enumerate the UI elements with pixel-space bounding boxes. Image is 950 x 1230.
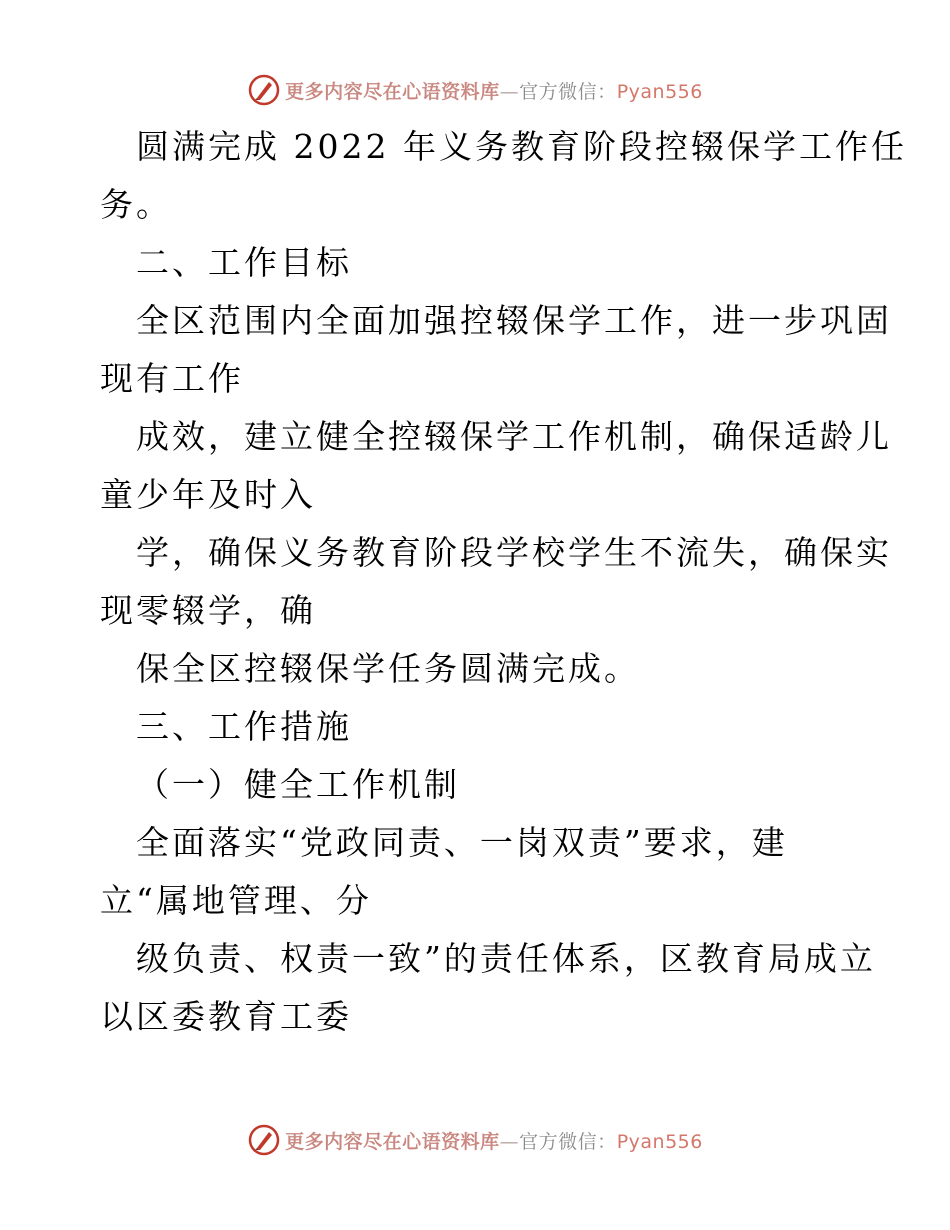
paragraph-line: 务。 xyxy=(100,185,172,224)
paragraph-line: 保全区控辍保学任务圆满完成。 xyxy=(136,649,640,688)
paragraph-line: （一）健全工作机制 xyxy=(136,765,460,804)
watermark-wechat-label: 官方微信： xyxy=(519,80,617,103)
paragraph-line: 立“属地管理、分 xyxy=(100,881,372,920)
header-watermark xyxy=(0,70,950,110)
document-body xyxy=(100,118,907,1046)
paragraph-line: 三、工作措施 xyxy=(136,707,352,746)
paragraph-line: 级负责、权责一致”的责任体系，区教育局成立 xyxy=(136,939,876,978)
watermark-brand: 更多内容尽在心语资料库 xyxy=(285,80,500,103)
watermark-wechat-label: 官方微信： xyxy=(519,1130,617,1153)
paragraph-line: 全面落实“党政同责、一岗双责”要求，建 xyxy=(136,823,788,862)
footer-watermark xyxy=(0,1120,950,1160)
paragraph-line: 圆满完成 2022 年义务教育阶段控辍保学工作任 xyxy=(136,127,907,166)
paragraph-line: 学，确保义务教育阶段学校学生不流失，确保实 xyxy=(136,533,892,572)
watermark-separator: — xyxy=(499,80,520,103)
paragraph-line: 童少年及时入 xyxy=(100,475,316,514)
paragraph-line: 现有工作 xyxy=(100,359,244,398)
watermark-wechat-id: Pyan556 xyxy=(616,80,703,103)
paragraph-line: 以区委教育工委 xyxy=(100,997,352,1036)
watermark-text xyxy=(285,77,703,104)
paragraph-line: 全区范围内全面加强控辍保学工作，进一步巩固 xyxy=(136,301,892,340)
paragraph-line: 现零辍学，确 xyxy=(100,591,316,630)
paragraph-line: 二、工作目标 xyxy=(136,243,352,282)
watermark-wechat-id: Pyan556 xyxy=(616,1130,703,1153)
paragraph-line: 成效，建立健全控辍保学工作机制，确保适龄儿 xyxy=(136,417,892,456)
quill-pen-logo-icon xyxy=(247,1123,281,1157)
watermark-separator: — xyxy=(499,1130,520,1153)
watermark-brand: 更多内容尽在心语资料库 xyxy=(285,1130,500,1153)
quill-pen-logo-icon xyxy=(247,73,281,107)
watermark-text xyxy=(285,1127,703,1154)
